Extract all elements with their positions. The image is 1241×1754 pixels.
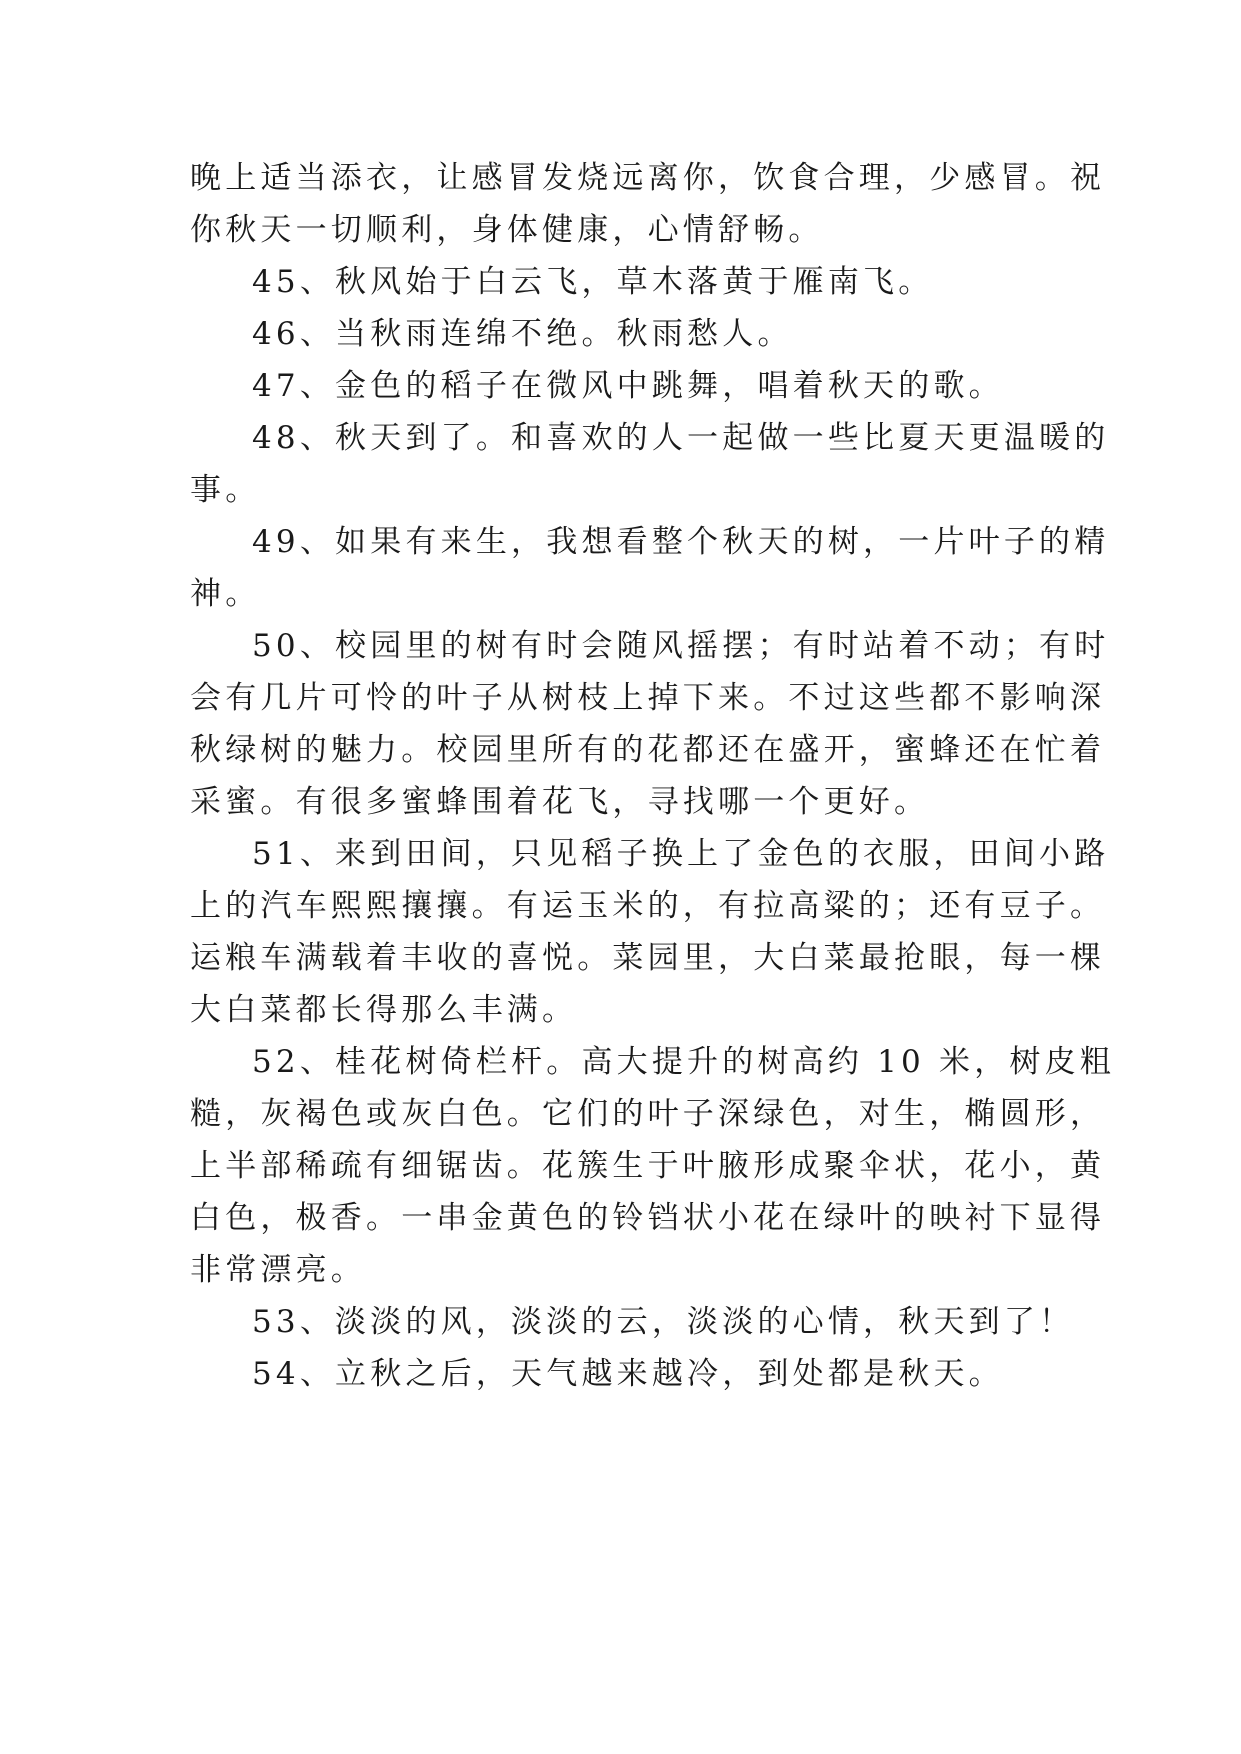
text-line: 53、淡淡的风，淡淡的云，淡淡的心情，秋天到了！ (252, 1304, 1075, 1340)
text-line: 会有几片可怜的叶子从树枝上掉下来。不过这些都不影响深 (190, 680, 1106, 716)
text-line: 大白菜都长得那么丰满。 (190, 992, 578, 1028)
text-line: 采蜜。有很多蜜蜂围着花飞，寻找哪一个更好。 (190, 784, 930, 820)
text-line: 运粮车满载着丰收的喜悦。菜园里，大白菜最抢眼，每一棵 (190, 940, 1106, 976)
text-line: 上半部稀疏有细锯齿。花簇生于叶腋形成聚伞状，花小，黄 (190, 1148, 1106, 1184)
text-line: 51、来到田间，只见稻子换上了金色的衣服，田间小路 (252, 836, 1110, 872)
text-line: 神。 (190, 576, 261, 612)
text-line: 事。 (190, 472, 261, 508)
text-line: 46、当秋雨连绵不绝。秋雨愁人。 (252, 316, 793, 352)
text-line: 45、秋风始于白云飞，草木落黄于雁南飞。 (252, 264, 934, 300)
text-line: 秋绿树的魅力。校园里所有的花都还在盛开，蜜蜂还在忙着 (190, 732, 1106, 768)
text-line: 47、金色的稻子在微风中跳舞，唱着秋天的歌。 (252, 368, 1004, 404)
text-line: 52、桂花树倚栏杆。高大提升的树高约 10 米，树皮粗 (252, 1044, 1115, 1080)
text-line: 你秋天一切顺利，身体健康，心情舒畅。 (190, 212, 824, 248)
text-line: 晚上适当添衣，让感冒发烧远离你，饮食合理，少感冒。祝 (190, 160, 1106, 196)
text-line: 白色，极香。一串金黄色的铃铛状小花在绿叶的映衬下显得 (190, 1200, 1106, 1236)
text-line: 49、如果有来生，我想看整个秋天的树，一片叶子的精 (252, 524, 1110, 560)
text-line: 非常漂亮。 (190, 1252, 366, 1288)
text-line: 糙，灰褐色或灰白色。它们的叶子深绿色，对生，椭圆形， (190, 1096, 1106, 1132)
text-line: 54、立秋之后，天气越来越冷，到处都是秋天。 (252, 1356, 1004, 1392)
text-line: 48、秋天到了。和喜欢的人一起做一些比夏天更温暖的 (252, 420, 1110, 456)
text-line: 上的汽车熙熙攘攘。有运玉米的，有拉高粱的；还有豆子。 (190, 888, 1106, 924)
text-line: 50、校园里的树有时会随风摇摆；有时站着不动；有时 (252, 628, 1110, 664)
